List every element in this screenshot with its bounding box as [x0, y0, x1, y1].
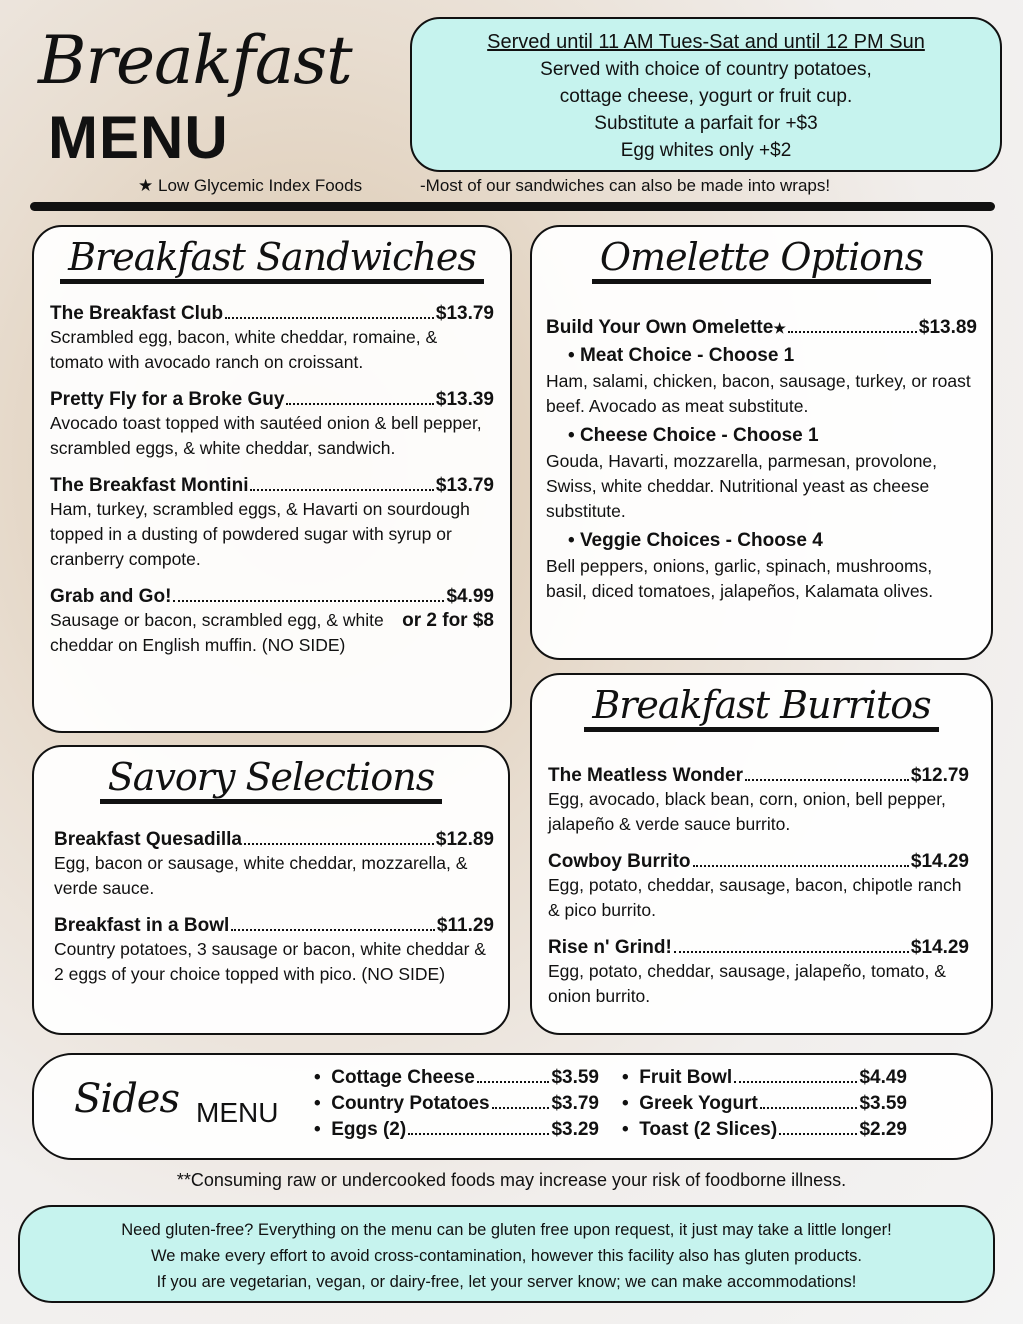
item-row [54, 829, 494, 851]
choice-label: • Cheese Choice - Choose 1 [568, 425, 977, 447]
item-name: Rise n' Grind! [548, 937, 672, 958]
info-line: cottage cheese, yogurt or fruit cup. [559, 86, 853, 107]
dot-leader [693, 865, 909, 867]
item-price: $12.79 [910, 765, 969, 786]
item-description: Egg, bacon or sausage, white cheddar, mozzarella, & verde sauce. [54, 853, 468, 898]
dot-leader [745, 779, 909, 781]
item-price: $12.89 [435, 829, 494, 850]
item-name: Breakfast in a Bowl [54, 915, 230, 936]
item-price: $11.29 [436, 915, 494, 936]
item-description: Ham, turkey, scrambled eggs, & Havarti on sourdough topped in a dusting of powdered sugar with syrup or cranberry compote. [50, 499, 470, 569]
menu-item [548, 937, 969, 1009]
item-name: Cowboy Burrito [548, 851, 691, 872]
menu-item [50, 475, 494, 572]
item-name: Grab and Go! [50, 586, 172, 607]
dot-leader [244, 843, 434, 845]
choice-description: Bell peppers, onions, garlic, spinach, mushrooms, basil, diced tomatoes, jalapeños, Kalamata olives. [546, 556, 934, 601]
item-description: Scrambled egg, bacon, white cheddar, romaine, & tomato with avocado ranch on croissant. [50, 327, 438, 372]
choice-description: Gouda, Havarti, mozzarella, parmesan, provolone, Swiss, white cheddar. Nutritional yeast as cheese substitute. [546, 451, 938, 521]
item-row [50, 389, 494, 411]
bullet-icon: • [314, 1067, 332, 1088]
item-name: The Meatless Wonder [548, 765, 743, 786]
omelette-item [546, 317, 977, 339]
item-price: $13.79 [435, 303, 494, 324]
dot-leader [779, 1133, 857, 1135]
food-warning: **Consuming raw or undercooked foods may increase your risk of foodborne illness. [176, 1170, 847, 1190]
info-line: Egg whites only +$2 [620, 140, 792, 161]
savory-title: Savory Selections [100, 755, 442, 804]
item-row [548, 937, 969, 959]
menu-item [548, 851, 969, 923]
footer-line: We make every effort to avoid cross-contamination, however this facility also has gluten products. [150, 1247, 863, 1265]
item-description: Egg, potato, cheddar, sausage, jalapeño, tomato, & onion burrito. [548, 961, 946, 1006]
sandwiches-section [32, 225, 512, 733]
side-name: Country Potatoes [331, 1093, 490, 1114]
choice-description: Ham, salami, chicken, bacon, sausage, turkey, or roast beef. Avocado as meat substitute. [546, 371, 971, 416]
item-description: Egg, potato, cheddar, sausage, bacon, chipotle ranch & pico burrito. [548, 875, 962, 920]
item-extra: or 2 for $8 [402, 610, 494, 631]
sandwiches-title: Breakfast Sandwiches [60, 235, 484, 284]
side-item [622, 1065, 907, 1091]
omelette-name: Build Your Own Omelette [546, 317, 774, 338]
menu-item [50, 389, 494, 461]
item-row [50, 475, 494, 497]
side-item [314, 1065, 599, 1091]
title-menu: MENU [48, 104, 229, 171]
side-name: Fruit Bowl [639, 1067, 733, 1088]
dot-leader [760, 1107, 858, 1109]
star-icon: ★ [138, 176, 154, 195]
side-price: $3.29 [551, 1119, 599, 1140]
item-price: $13.79 [435, 475, 494, 496]
info-line: Served with choice of country potatoes, [540, 59, 872, 80]
item-row [50, 303, 494, 325]
footer-line: Need gluten-free? Everything on the menu can be gluten free upon request, it just may take a little longer! [121, 1221, 892, 1239]
wraps-note: -Most of our sandwiches can also be made into wraps! [420, 176, 831, 195]
menu-item [54, 915, 494, 987]
star-icon: ★ [773, 320, 786, 336]
menu-item [548, 765, 969, 837]
item-description: Country potatoes, 3 sausage or bacon, white cheddar & 2 eggs of your choice topped with pico. (NO SIDE) [54, 939, 486, 984]
dot-leader [225, 317, 434, 319]
side-price: $2.29 [859, 1119, 907, 1140]
item-description: Sausage or bacon, scrambled egg, & white cheddar on English muffin. (NO SIDE) [50, 610, 384, 655]
item-row [50, 586, 494, 608]
side-item [622, 1091, 907, 1117]
bullet-icon: • [314, 1119, 332, 1140]
side-item [314, 1091, 599, 1117]
info-box [410, 17, 1002, 172]
item-description: Egg, avocado, black bean, corn, onion, bell pepper, jalapeño & verde sauce burrito. [548, 789, 946, 834]
item-price: $14.29 [910, 937, 969, 958]
hours: Served until 11 AM Tues-Sat and until 12 PM Sun [487, 31, 925, 53]
choice-label: • Veggie Choices - Choose 4 [568, 530, 977, 552]
dot-leader [286, 403, 433, 405]
dot-leader [477, 1081, 550, 1083]
divider [30, 202, 995, 211]
item-row [548, 765, 969, 787]
item-price: $13.39 [435, 389, 494, 410]
side-name: Toast (2 Slices) [639, 1119, 778, 1140]
menu-item [54, 829, 494, 901]
side-item [314, 1117, 599, 1143]
choice-label: • Meat Choice - Choose 1 [568, 345, 977, 367]
item-name: The Breakfast Club [50, 303, 224, 324]
bullet-icon: • [622, 1093, 640, 1114]
side-name: Greek Yogurt [639, 1093, 758, 1114]
bullet-icon: • [622, 1067, 640, 1088]
bullet-icon: • [622, 1119, 640, 1140]
item-description: Avocado toast topped with sautéed onion & bell pepper, scrambled eggs, & white cheddar, sandwich. [50, 413, 482, 458]
sides-section [32, 1053, 993, 1160]
sides-title: Sides [74, 1076, 179, 1122]
dot-leader [173, 600, 444, 602]
legend [138, 176, 362, 196]
sides-menu-label: MENU [196, 1097, 279, 1128]
omelette-price: $13.89 [918, 317, 977, 338]
dot-leader [492, 1107, 550, 1109]
item-name: The Breakfast Montini [50, 475, 249, 496]
side-price: $3.59 [551, 1067, 599, 1088]
side-name: Cottage Cheese [331, 1067, 475, 1088]
item-name: Breakfast Quesadilla [54, 829, 242, 850]
dot-leader [674, 951, 909, 953]
dot-leader [408, 1133, 549, 1135]
title-script: Breakfast [38, 22, 352, 99]
side-price: $3.59 [859, 1093, 907, 1114]
item-name: Pretty Fly for a Broke Guy [50, 389, 285, 410]
item-row [548, 851, 969, 873]
info-line: Substitute a parfait for +$3 [594, 113, 818, 134]
burritos-title: Breakfast Burritos [584, 683, 938, 732]
bullet-icon: • [314, 1093, 332, 1114]
omelette-section [530, 225, 993, 660]
burritos-section [530, 673, 993, 1035]
savory-section [32, 745, 510, 1035]
dot-leader [250, 489, 433, 491]
item-price: $14.29 [910, 851, 969, 872]
item-row [54, 915, 494, 937]
dot-leader [231, 929, 435, 931]
dot-leader [788, 331, 917, 333]
menu-item [50, 303, 494, 375]
dot-leader [734, 1081, 857, 1083]
menu-item [50, 586, 494, 658]
side-item [622, 1117, 907, 1143]
footer-line: If you are vegetarian, vegan, or dairy-free, let your server know; we can make accommodations! [156, 1273, 857, 1291]
side-price: $4.49 [859, 1067, 907, 1088]
gluten-info [18, 1205, 995, 1303]
legend-text: Low Glycemic Index Foods [157, 176, 363, 195]
item-price: $4.99 [446, 586, 494, 607]
side-price: $3.79 [551, 1093, 599, 1114]
omelette-title: Omelette Options [592, 235, 931, 284]
side-name: Eggs (2) [331, 1119, 407, 1140]
